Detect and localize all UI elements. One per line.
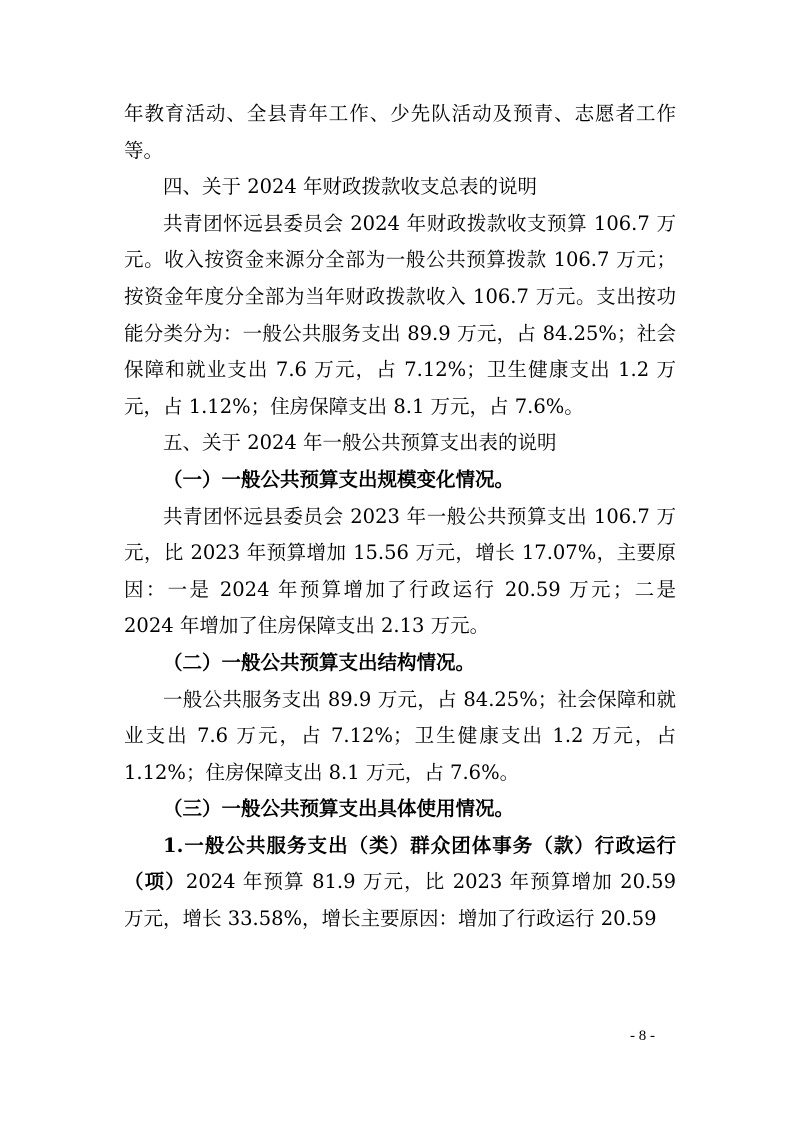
item-1-heading: 1.一般公共服务支出（类）群众团体事务（款）行政运行（项） xyxy=(124,833,676,894)
subsection-1-paragraph: 共青团怀远县委员会 2023 年一般公共预算支出 106.7 万元，比 2023 年预算增加 15.56 万元，增长 17.07%，主要原因：一是 2024 年预算增加了行政运行 20.59 万元；二是 2024 年增加了住房保障支出 2.13 万元。 xyxy=(124,504,676,638)
section-5-heading: 五、关于 2024 年一般公共预算支出表的说明 xyxy=(163,431,557,455)
continuation-paragraph: 年教育活动、全县青年工作、少先队活动及预青、志愿者工作等。 xyxy=(124,102,676,162)
page-number: - 8 - xyxy=(630,1028,655,1044)
subsection-1-heading: （一）一般公共预算支出规模变化情况。 xyxy=(163,467,515,491)
subsection-2-paragraph: 一般公共服务支出 89.9 万元，占 84.25%；社会保障和就业支出 7.6 万元，占 7.12%；卫生健康支出 1.2 万元，占 1.12%；住房保障支出 8.1 万元，占 7.6%。 xyxy=(124,687,676,784)
item-1-text: 2024 年预算 81.9 万元，比 2023 年预算增加 20.59 万元，增长 33.58%，增长主要原因：增加了行政运行 20.59 xyxy=(124,870,676,931)
section-4-paragraph: 共青团怀远县委员会 2024 年财政拨款收支预算 106.7 万元。收入按资金来源分全部为一般公共预算拨款 106.7 万元；按资金年度分全部为当年财政拨款收入 106.7 万元。支出按功能分类分为：一般公共服务支出 89.9 万元，占 84.25%；社会保障和就业支出 7.6 万元，占 7.12%；卫生健康支出 1.2 万元，占 1.12%；住房保障支出 8.1 万元，占 7.6%。 xyxy=(124,211,676,418)
document-body xyxy=(124,96,676,938)
item-1-paragraph xyxy=(124,828,676,938)
subsection-2-heading: （二）一般公共预算支出结构情况。 xyxy=(163,650,476,674)
subsection-3-heading: （三）一般公共预算支出具体使用情况。 xyxy=(163,797,515,821)
section-4-heading: 四、关于 2024 年财政拨款收支总表的说明 xyxy=(163,175,538,199)
